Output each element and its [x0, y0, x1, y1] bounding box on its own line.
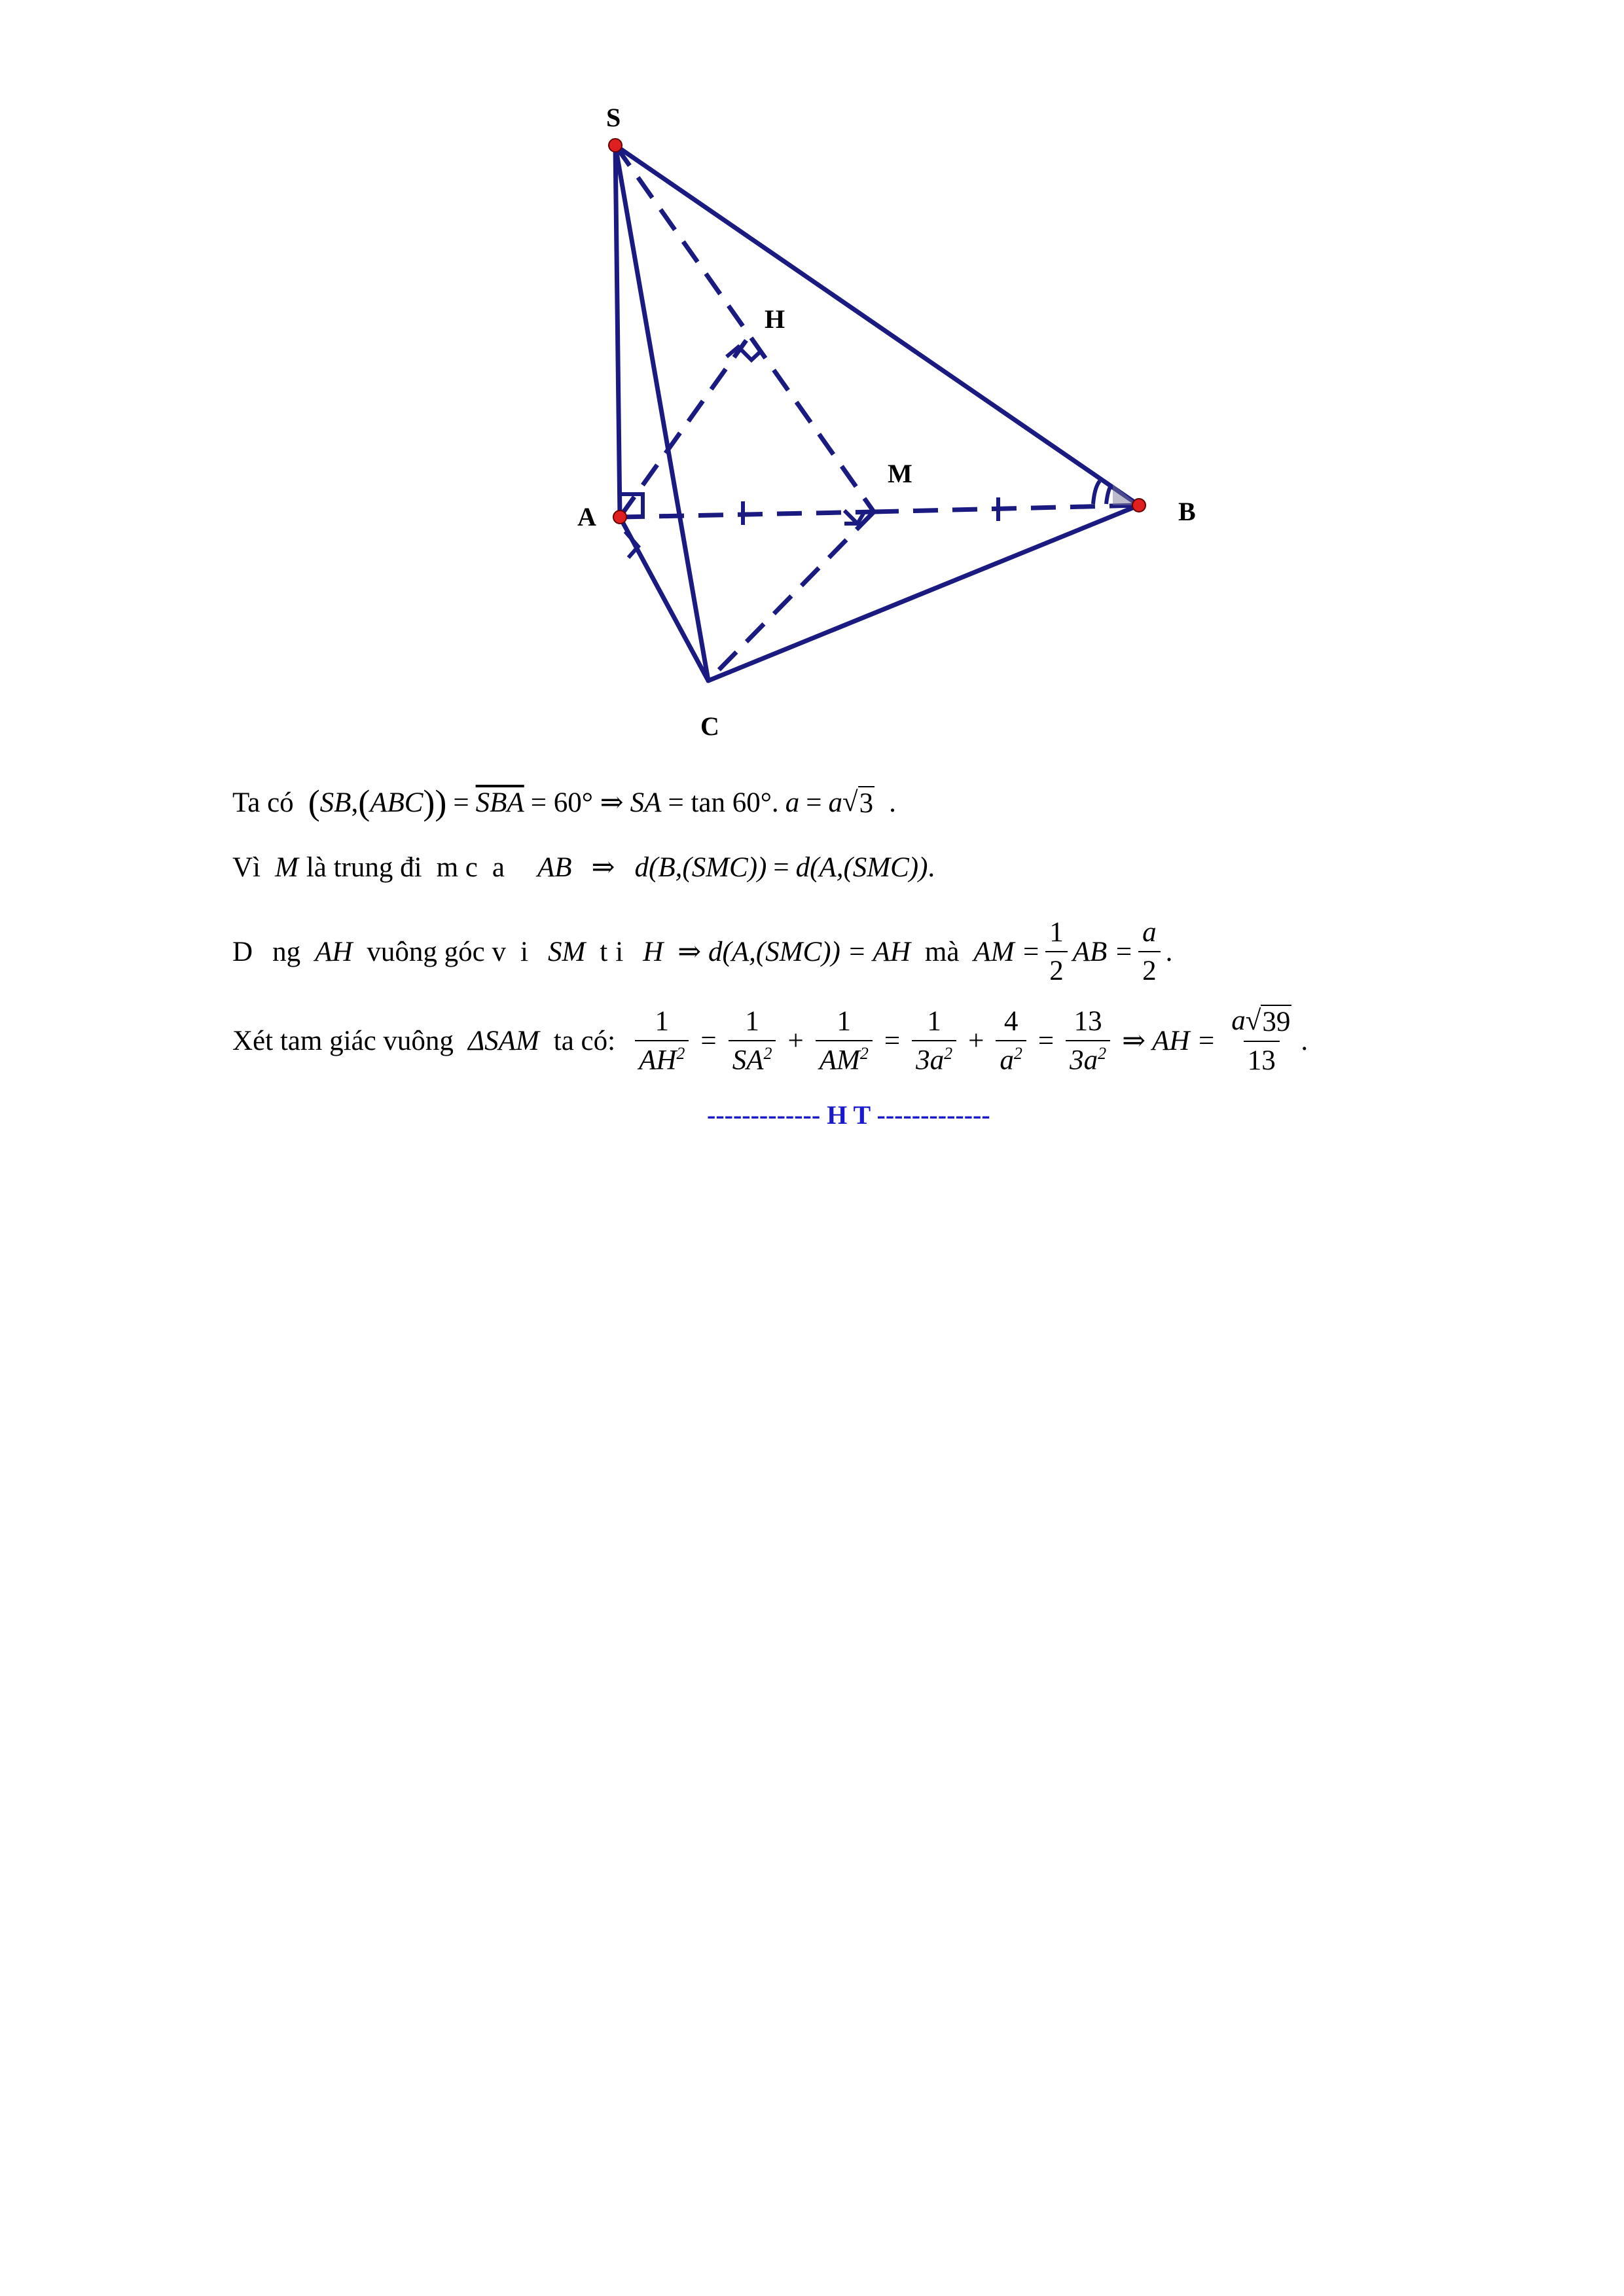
line4-frac2: $\frac{1}{SA^2}$ [729, 1005, 776, 1076]
line4-frac6: $\frac{13}{3a^2}$ [1066, 1005, 1110, 1076]
line1-sba: $\overline{SBA}$ [475, 787, 524, 818]
line3-expr: ⇒ d(A,(SMC)) = AH [677, 937, 911, 967]
line3-frac1: $\frac{1}{2}$ [1045, 916, 1068, 987]
line3-ab: AB = [1072, 936, 1134, 967]
line2-end: . [928, 852, 935, 883]
line2-text2: m c [436, 852, 478, 883]
line3-am: AM = [973, 936, 1041, 967]
label-M: M [888, 459, 912, 488]
right-angle-H [727, 347, 761, 360]
line4-frac5: $\frac{4}{a^2}$ [996, 1005, 1026, 1076]
line4-frac7: a √ 39 13 [1231, 1005, 1291, 1076]
line2-m: M [275, 852, 298, 883]
pyramid-figure [0, 0, 1624, 753]
line4-tri: ΔSAM [467, 1025, 539, 1056]
line1-sb: SB [319, 787, 352, 818]
point-B [1132, 499, 1146, 512]
angle-arc-B [1093, 481, 1100, 504]
line4-ah: ⇒ AH = [1122, 1026, 1216, 1056]
line1-sqrt: √ 3 [842, 786, 874, 819]
line2-rhs: d(A,(SMC)) [795, 852, 928, 883]
edge-MB [874, 505, 1139, 512]
edge-MC [708, 512, 874, 681]
edge-SM [615, 145, 874, 512]
line4-end: . [1301, 1025, 1308, 1056]
point-A [613, 511, 626, 524]
line3-text4: i [615, 936, 624, 967]
line1-a2: a [828, 787, 842, 818]
line3-frac2: $\frac{a}{2}$ [1138, 916, 1161, 987]
line2-text1: là trung đi [306, 852, 422, 883]
line2-ab: AB [537, 852, 572, 883]
label-H: H [765, 304, 785, 334]
edge-AH [620, 340, 746, 517]
line3-h: H [643, 936, 664, 967]
edge-SA [615, 145, 620, 517]
line4-text: Xét tam giác vuông [232, 1025, 454, 1056]
line3-text2: i [520, 936, 528, 967]
line1-prefix: Ta có [232, 787, 294, 818]
line3-text3: t [600, 936, 608, 967]
edge-CB [708, 505, 1139, 681]
solution-line-3 [232, 916, 1172, 987]
line4-frac1: $\frac{1}{AH^2}$ [635, 1005, 689, 1076]
label-C: C [700, 711, 719, 741]
label-A: A [577, 502, 596, 531]
solution-line-4: Xét tam giác vuông ΔSAM ta có: $\frac{1}{AH^2}$ = $\frac{1}{SA^2}$ + $\frac{1}{AM^2}$ = $\frac{1}{3a^2}$ + $\frac{4}{a^2}$ = $\frac{13}{3a^2}$ ⇒ AH = a √ 39 13 . [232, 1005, 1308, 1076]
edge-AM [620, 512, 874, 517]
line3-end: . [1165, 936, 1173, 967]
end-marker: ------------- H T ------------- [707, 1100, 990, 1130]
solution-line-1: Ta có ( SB , ( ABC )) = $\overline{SBA}$ = 60° ⇒ SA = tan 60°. a = a √ 3 . [232, 783, 896, 822]
label-S: S [606, 103, 621, 132]
point-S [609, 139, 622, 152]
line2-text3: a [492, 852, 505, 883]
line4-taco: ta có: [553, 1025, 616, 1056]
line4-frac3: $\frac{1}{AM^2}$ [816, 1005, 873, 1076]
line2-word1: Vì [232, 852, 261, 883]
line3-sm: SM [547, 936, 586, 967]
line1-eq1: = 60° ⇒ [530, 787, 624, 818]
line4-frac4: $\frac{1}{3a^2}$ [912, 1005, 956, 1076]
line2-eq: = [773, 852, 789, 883]
line2-implies: ⇒ [591, 852, 615, 883]
line3-text1: vuông góc v [367, 936, 506, 967]
line3-ma: mà [924, 936, 960, 967]
line1-eq3: = [806, 787, 822, 818]
line1-a1: a [785, 787, 800, 818]
edge-SB [615, 145, 1139, 505]
line3-word2: ng [272, 936, 301, 967]
line1-eq2: = tan 60°. [668, 787, 779, 818]
line2-lhs: d(B,(SMC)) [634, 852, 767, 883]
line3-ah: AH [315, 936, 353, 967]
label-B: B [1178, 497, 1196, 526]
line1-abc: ABC [370, 787, 424, 818]
line1-end: . [889, 787, 896, 818]
solution-line-2 [232, 851, 935, 884]
line3-word1: D [232, 936, 253, 967]
line1-sa: SA [630, 787, 662, 818]
angle-arc-B2 [1106, 484, 1111, 504]
